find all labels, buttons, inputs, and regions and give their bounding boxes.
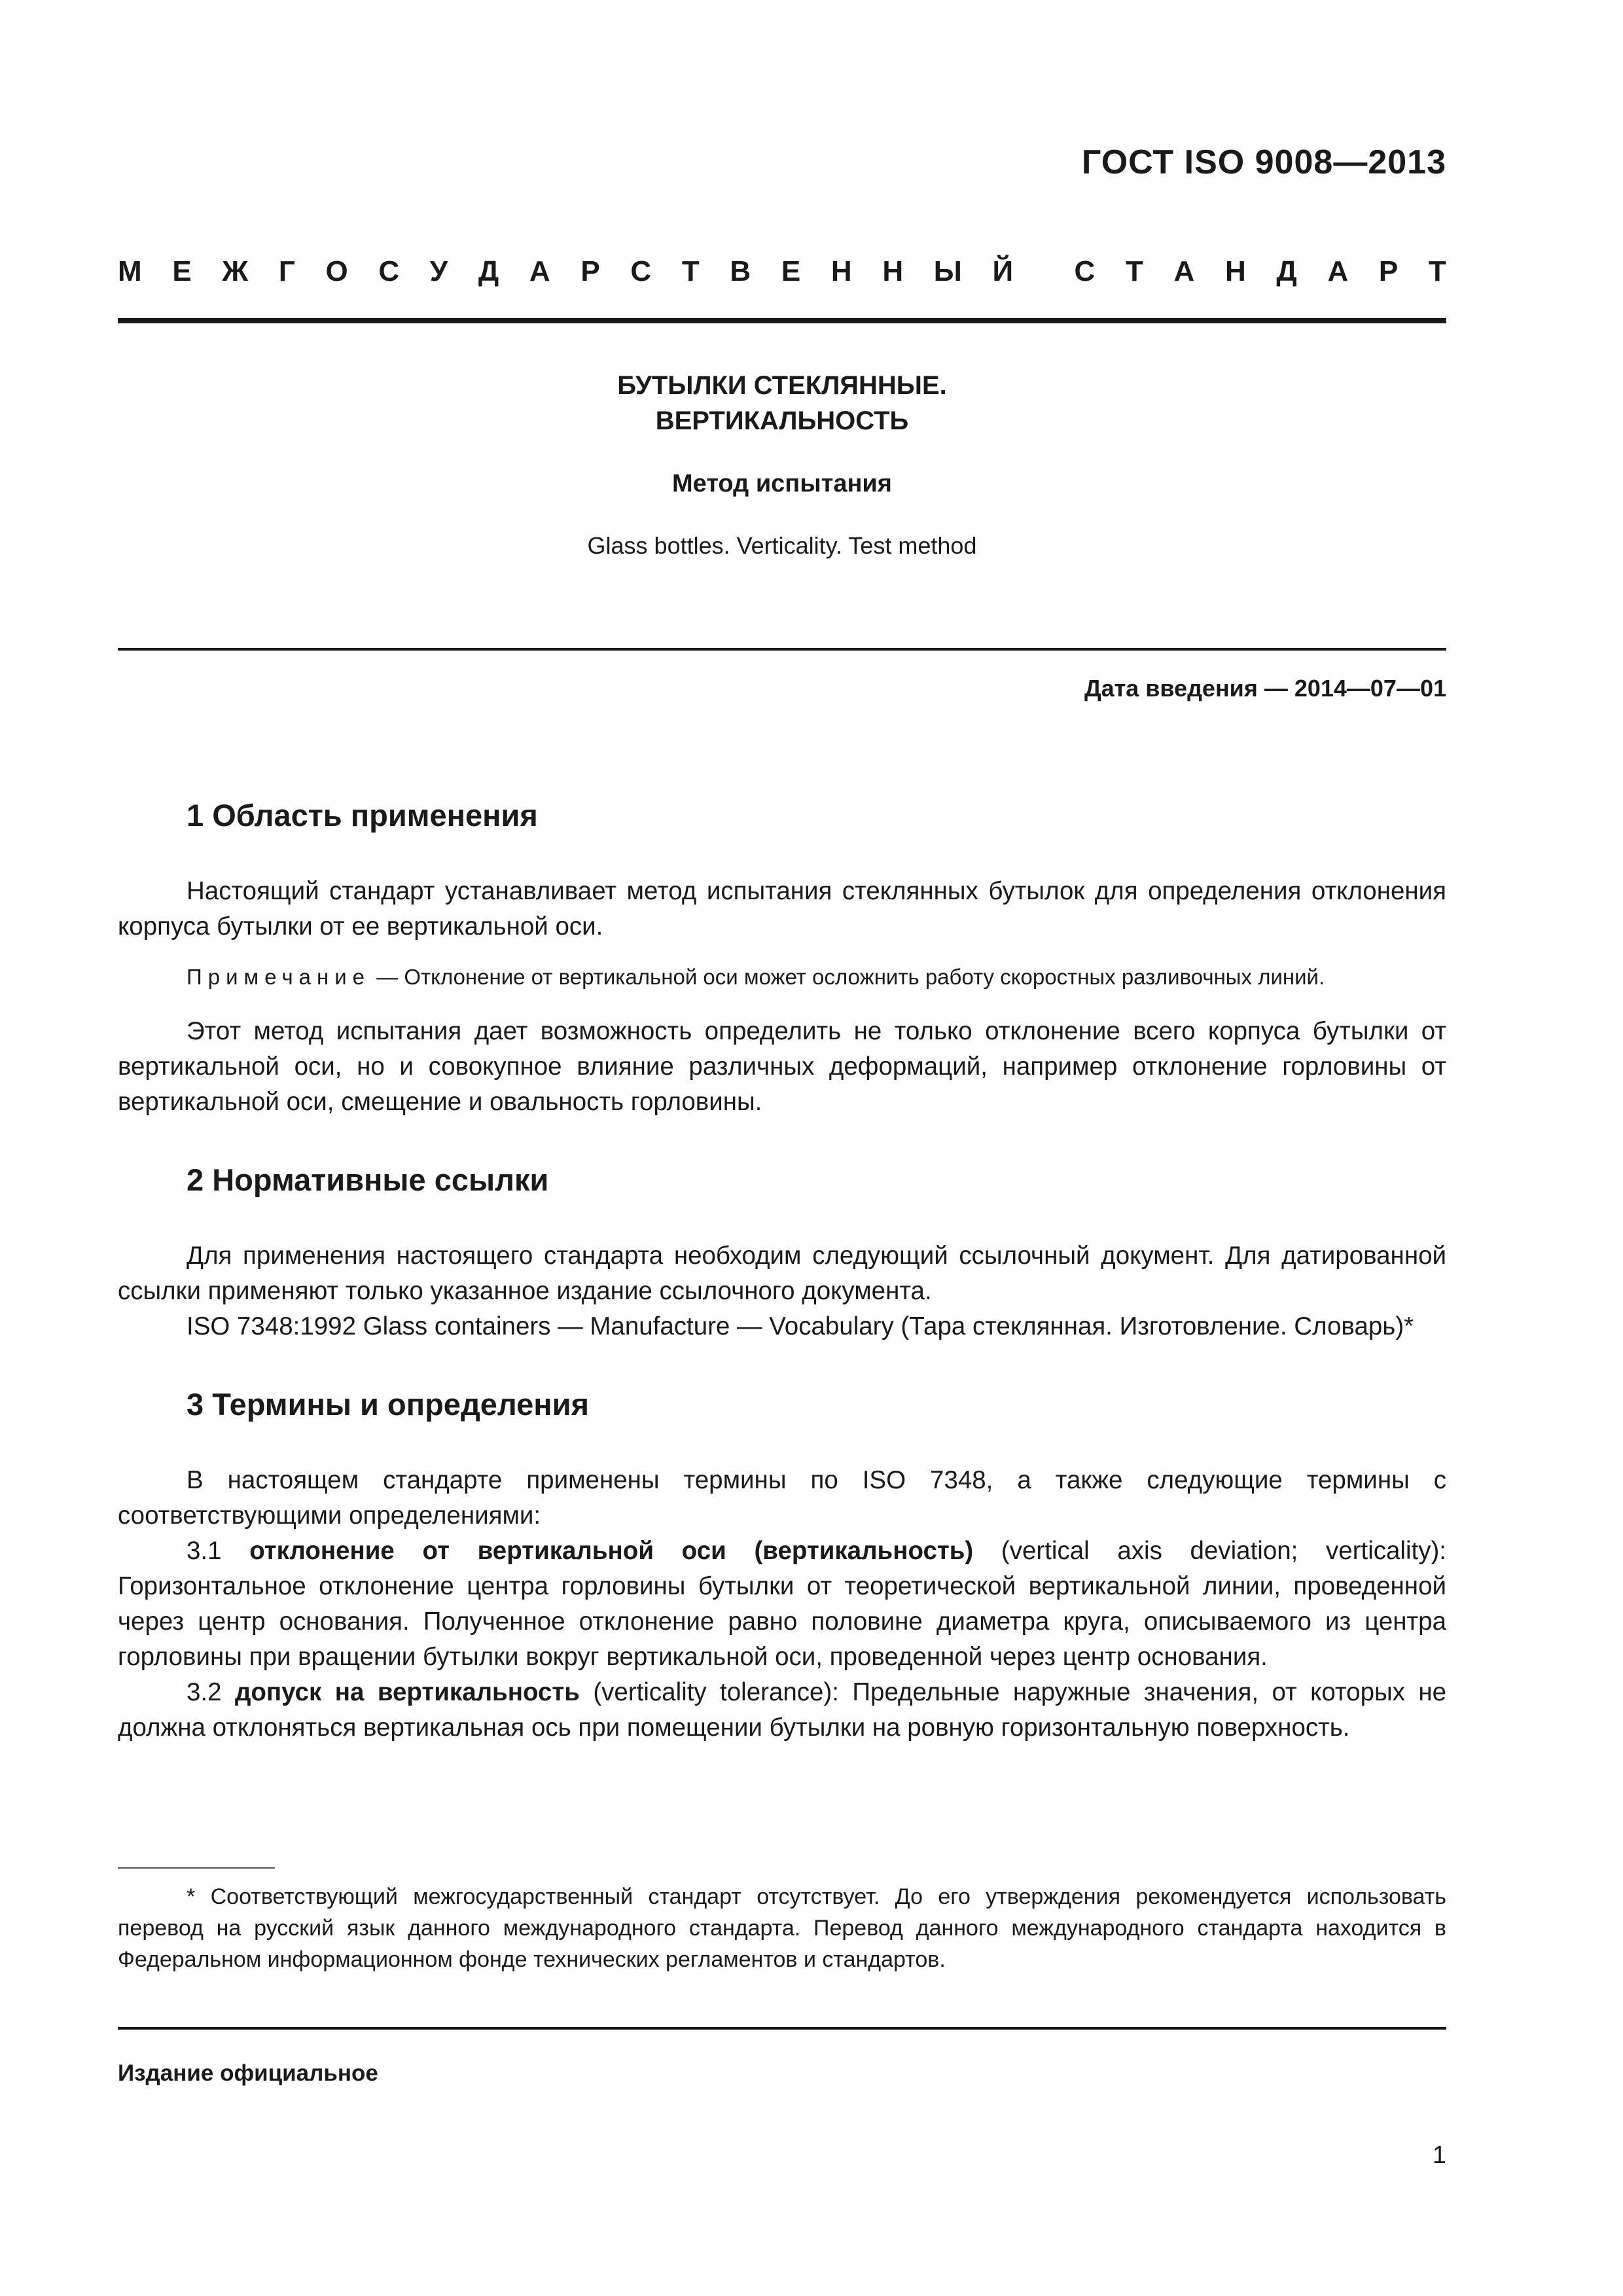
band-letter: Г [278, 255, 295, 287]
page-number: 1 [1432, 2142, 1446, 2169]
document-code: ГОСТ ISO 9008—2013 [1081, 143, 1446, 181]
note-text: — Отклонение от вертикальной оси может осложнить работу скоростных разливочных линий. [370, 965, 1325, 989]
term-name: отклонение от вертикальной оси (вертикальность) [249, 1537, 974, 1565]
term-3-1 [118, 1534, 1446, 1675]
band-letter: М [118, 255, 142, 287]
band-letter: А [1173, 255, 1195, 287]
band-letter: Р [1378, 255, 1399, 287]
section-gap [118, 1361, 1446, 1386]
band-letter: Р [580, 255, 600, 287]
references-item: ISO 7348:1992 Glass containers — Manufacture — Vocabulary (Тара стеклянная. Изготовление. Словарь)* [187, 1312, 1414, 1340]
band-letter: Н [830, 255, 852, 287]
title-line-2: ВЕРТИКАЛЬНОСТЬ [655, 406, 909, 435]
band-letter: Е [172, 255, 192, 287]
band-letter: Й [992, 255, 1014, 287]
band-letter: В [730, 255, 751, 287]
band-letter: А [529, 255, 550, 287]
document-body [118, 797, 1446, 1763]
band-letter: Е [781, 255, 801, 287]
band-letter: Т [1428, 255, 1446, 287]
band-letter: Т [1125, 255, 1143, 287]
standard-type-band [118, 255, 1446, 288]
term-definition: (verticality tolerance): Предельные наружные значения, от которых не должна отклоняться вертикальная ось при помещении бутылки на ровную горизонтальную поверхность. [118, 1678, 1447, 1742]
official-edition-label: Издание официальное [118, 2060, 378, 2086]
band-letter: У [429, 255, 448, 287]
introduction-date: Дата введения — 2014—07—01 [1084, 675, 1446, 702]
scope-paragraph-2: Этот метод испытания дает возможность определить не только отклонение всего корпуса бутылки от вертикальной оси, но и совокупное влияние различных деформаций, например отклонение горловины от вертикальной оси, смещение и овальность горловины. [118, 1017, 1446, 1116]
scope-note [118, 961, 1446, 993]
band-letter: Т [681, 255, 700, 287]
references-paragraph: Для применения настоящего стандарта необходим следующий ссылочный документ. Для датированной ссылки применяют только указанное издание ссылочного документа. [118, 1242, 1446, 1305]
band-letter: Ы [933, 255, 962, 287]
band-letter: Ж [222, 255, 249, 287]
band-letter: Д [478, 255, 499, 287]
band-letter: А [1327, 255, 1349, 287]
section-heading-references: 2 Нормативные ссылки [187, 1162, 549, 1197]
title-line-1: БУТЫЛКИ СТЕКЛЯННЫЕ. [617, 371, 947, 400]
note-label: Примечание [187, 965, 371, 989]
term-3-2 [118, 1675, 1446, 1746]
section-heading-terms: 3 Термины и определения [187, 1387, 589, 1422]
band-letter: Д [1276, 255, 1297, 287]
header-rule [118, 318, 1446, 323]
title-block [118, 368, 1446, 560]
band-letter: О [325, 255, 348, 287]
title-subtitle: Метод испытания [672, 470, 892, 497]
scope-paragraph: Настоящий стандарт устанавливает метод испытания стеклянных бутылок для определения отклонения корпуса бутылки от ее вертикальной оси. [118, 877, 1446, 941]
band-letter: Н [1224, 255, 1246, 287]
band-letter: С [378, 255, 400, 287]
term-definition: (vertical axis deviation; verticality): Горизонтальное отклонение центра горловины бутылки от теоретической вертикальной линии, проведенной через центр основания. Полученное отклонение равно половине диаметра круга, описываемого из центра горловины при вращении бутылки вокруг вертикальной оси, проведенной через центр основания. [118, 1537, 1446, 1671]
title-rule [118, 648, 1446, 651]
footer-rule [118, 2027, 1446, 2030]
section-gap [118, 1137, 1446, 1162]
term-number: 3.1 [187, 1537, 250, 1565]
term-number: 3.2 [187, 1678, 235, 1706]
term-name: допуск на вертикальность [234, 1678, 580, 1706]
english-title: Glass bottles. Verticality. Test method [587, 532, 977, 559]
band-letter: С [1074, 255, 1096, 287]
terms-paragraph: В настоящем стандарте применены термины по ISO 7348, а также следующие термины с соответствующими определениями: [118, 1466, 1446, 1530]
band-letter: Н [882, 255, 904, 287]
section-heading-scope: 1 Область применения [187, 798, 538, 833]
footnote: * Соответствующий межгосударственный стандарт отсутствует. До его утверждения рекомендуется использовать перевод на русский язык данного международного стандарта. Перевод данного международного стандарта находится в Федеральном информационном фонде технических регламентов и стандартов. [118, 1884, 1446, 1972]
footnote-rule [118, 1867, 275, 1869]
band-letter: С [630, 255, 652, 287]
